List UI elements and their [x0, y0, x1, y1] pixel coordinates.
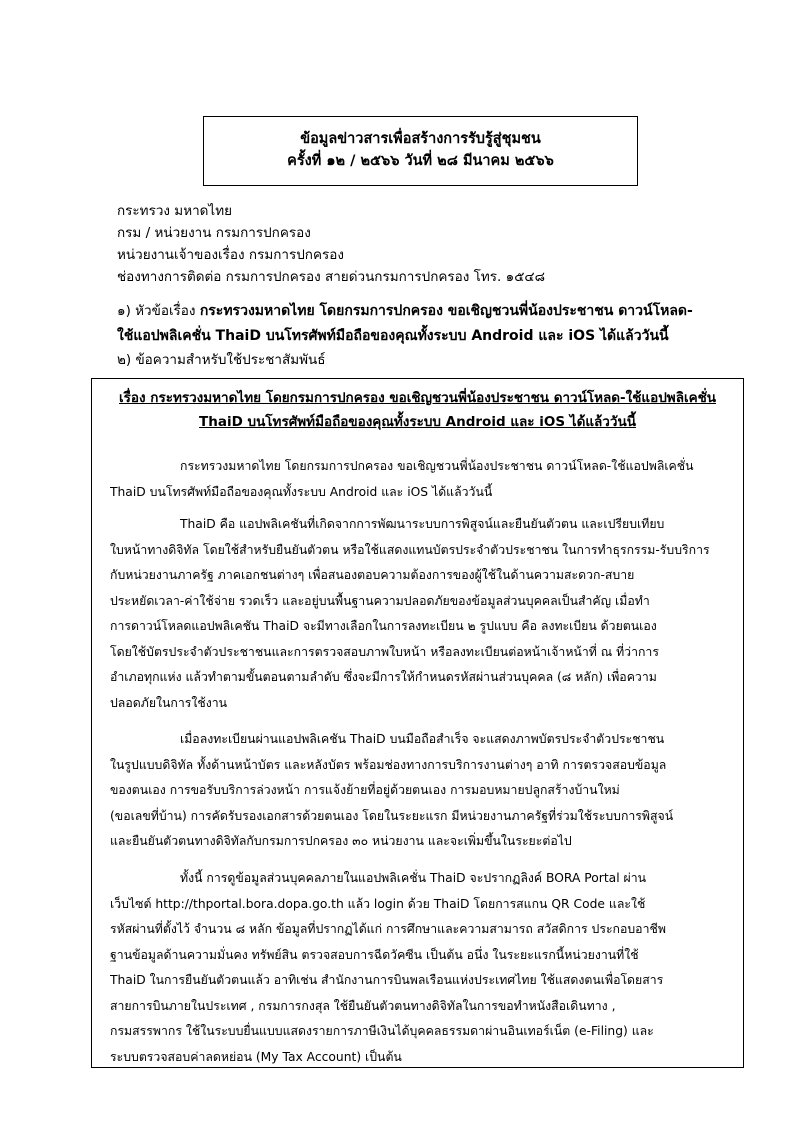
text-line: รหัสผ่านที่ตั้งไว้ จำนวน ๘ หลัก ข้อมูลที่ปรากฏได้แก่ การศึกษาและความสามารถ สวัสดิการ ประกอบอาชีพ [110, 922, 666, 936]
text-line: ทั้งนี้ การดูข้อมูลส่วนบุคคลภายในแอปพลิเคชั่น ThaiD จะปรากฏลิงค์ BORA Portal ผ่าน [180, 871, 647, 885]
section1-title-line2: ใช้แอปพลิเคชั่น ThaiD บนโทรศัพท์มือถือของคุณทั้งระบบ Android และ iOS ได้แล้ววันนี้ [117, 328, 669, 344]
text-line: ฐานข้อมูลด้านความมั่นคง ทรัพย์สิน ตรวจสอบการฉีดวัคซีน เป็นต้น อนึ่ง ในระยะแรกนี้หน่วยงานที่ใช้ [110, 947, 639, 962]
text-line: โดยใช้บัตรประจำตัวประชาชนและการตรวจสอบภาพใบหน้า หรือลงทะเบียนต่อหน้าเจ้าหน้าที่ ณ ที่ว่าการ [110, 644, 659, 659]
text-line: เมื่อลงทะเบียนผ่านแอปพลิเคชัน ThaiD บนมือถือสำเร็จ จะแสดงภาพบัตรประจำตัวประชาชน [180, 732, 665, 746]
text-line: และยืนยันตัวตนทางดิจิทัลกับกรมการปกครอง ๓๐ หน่วยงาน และจะเพิ่มขึ้นในระยะต่อไป [110, 834, 572, 848]
text-line: ใบหน้าทางดิจิทัล โดยใช้สำหรับยืนยันตัวตน หรือใช้แสดงแทนบัตรประจำตัวประชาชน ในการทำธุรกรรม-รับบริการ [110, 542, 710, 557]
content-title-line1: เรื่อง กระทรวงมหาดไทย โดยกรมการปกครอง ขอเชิญชวนพี่น้องประชาชน ดาวน์โหลด-ใช้แอปพลิเคชั่น [119, 390, 716, 406]
paragraph-thaid-about [110, 512, 730, 716]
paragraph-bora-portal [110, 866, 730, 1070]
text-line: ของตนเอง การขอรับบริการล่วงหน้า การแจ้งย้ายที่อยู่ด้วยตนเอง การมอบหมายปลูกสร้างบ้านใหม่ [110, 783, 620, 797]
meta-ministry: กระทรวง มหาดไทย [117, 203, 233, 219]
text-line: ประหยัดเวลา-ค่าใช้จ่าย รวดเร็ว และอยู่บนพื้นฐานความปลอดภัยของข้อมูลส่วนบุคคลเป็นสำคัญ เมื่อทำ [110, 593, 650, 608]
text-line: ปลอดภัยในการใช้งาน [110, 695, 228, 710]
section1-title-line1: กระทรวงมหาดไทย โดยกรมการปกครอง ขอเชิญชวนพี่น้องประชาชน ดาวน์โหลด- [199, 303, 693, 319]
section1-heading-cont [117, 325, 669, 348]
header-title: ข้อมูลข่าวสารเพื่อสร้างการรับรู้สู่ชุมชน [300, 131, 541, 147]
text-line: ThaiD ในการยืนยันตัวตนแล้ว อาทิเช่น สำนักงานการบินพลเรือนแห่งประเทศไทย ใช้แสดงตนเพื่อโดยสาร [110, 973, 664, 987]
section2-heading: ๒) ข้อความสำหรับใช้ประชาสัมพันธ์ [117, 352, 326, 368]
header-box [203, 116, 638, 186]
text-line: (ขอเลขที่บ้าน) การคัดรับรองเอกสารด้วยตนเอง โดยในระยะแรก มีหน่วยงานภาครัฐที่ร่วมใช้ระบบการพิสูจน์ [110, 808, 674, 823]
text-line: กรมสรรพากร ใช้ในระบบยื่นแบบแสดงรายการภาษีเงินได้บุคคลธรรมดาผ่านอินเทอร์เน็ต (e-Filing) และ [110, 1024, 654, 1038]
text-line: ระบบตรวจสอบค่าลดหย่อน (My Tax Account) เป็นต้น [110, 1049, 402, 1064]
paragraph-intro [110, 454, 730, 505]
text-line: กระทรวงมหาดไทย โดยกรมการปกครอง ขอเชิญชวนพี่น้องประชาชน ดาวน์โหลด-ใช้แอปพลิเคชั่น [180, 459, 694, 473]
text-line: เว็บไซต์ http://thportal.bora.dopa.go.th แล้ว login ด้วย ThaiD โดยการสแกน QR Code และใช้ [110, 896, 646, 911]
content-box [91, 378, 744, 1068]
meta-department: กรม / หน่วยงาน กรมการปกครอง [117, 225, 311, 241]
meta-contact: ช่องทางการติดต่อ กรมการปกครอง สายด่วนกรมการปกครอง โทร. ๑๕๔๘ [117, 269, 546, 285]
section1-prefix: ๑) หัวข้อเรื่อง [117, 303, 200, 319]
content-title-line2: ThaiD บนโทรศัพท์มือถือของคุณทั้งระบบ Android และ iOS ได้แล้ววันนี้ [199, 414, 636, 430]
text-line: ThaiD คือ แอปพลิเคชันที่เกิดจากการพัฒนาระบบการพิสูจน์และยืนยันตัวตน และเปรียบเทียบ [180, 517, 665, 531]
text-line: การดาวน์โหลดแอปพลิเคชัน ThaiD จะมีทางเลือกในการลงทะเบียน ๒ รูปแบบ คือ ลงทะเบียน ด้วยตนเอง [110, 619, 657, 633]
text-line: สายการบินภายในประเทศ , กรมการกงสุล ใช้ยืนยันตัวตนทางดิจิทัลในการขอทำหนังสือเดินทาง , [110, 998, 616, 1013]
section1-heading [117, 300, 693, 323]
paragraph-registration [110, 727, 730, 855]
header-issue-date: ครั้งที่ ๑๒ / ๒๕๖๖ วันที่ ๒๘ มีนาคม ๒๕๖๖ [287, 153, 554, 169]
content-title [92, 386, 743, 434]
text-line: ในรูปแบบดิจิทัล ทั้งด้านหน้าบัตร และหลังบัตร พร้อมช่องทางการบริการงานต่างๆ อาทิ การตรวจสอบข้อมูล [110, 757, 667, 772]
text-line: อำเภอทุกแห่ง แล้วทำตามขั้นตอนตามลำดับ ซึ่งจะมีการให้กำหนดรหัสผ่านส่วนบุคคล (๘ หลัก) เพื่อความ [110, 670, 657, 684]
text-line: กับหน่วยงานภาครัฐ ภาคเอกชนต่างๆ เพื่อสนองตอบความต้องการของผู้ใช้ในด้านความสะดวก-สบาย [110, 568, 635, 582]
text-line: ThaiD บนโทรศัพท์มือถือของคุณทั้งระบบ Android และ iOS ได้แล้ววันนี้ [110, 484, 493, 499]
meta-owner-unit: หน่วยงานเจ้าของเรื่อง กรมการปกครอง [117, 247, 344, 263]
